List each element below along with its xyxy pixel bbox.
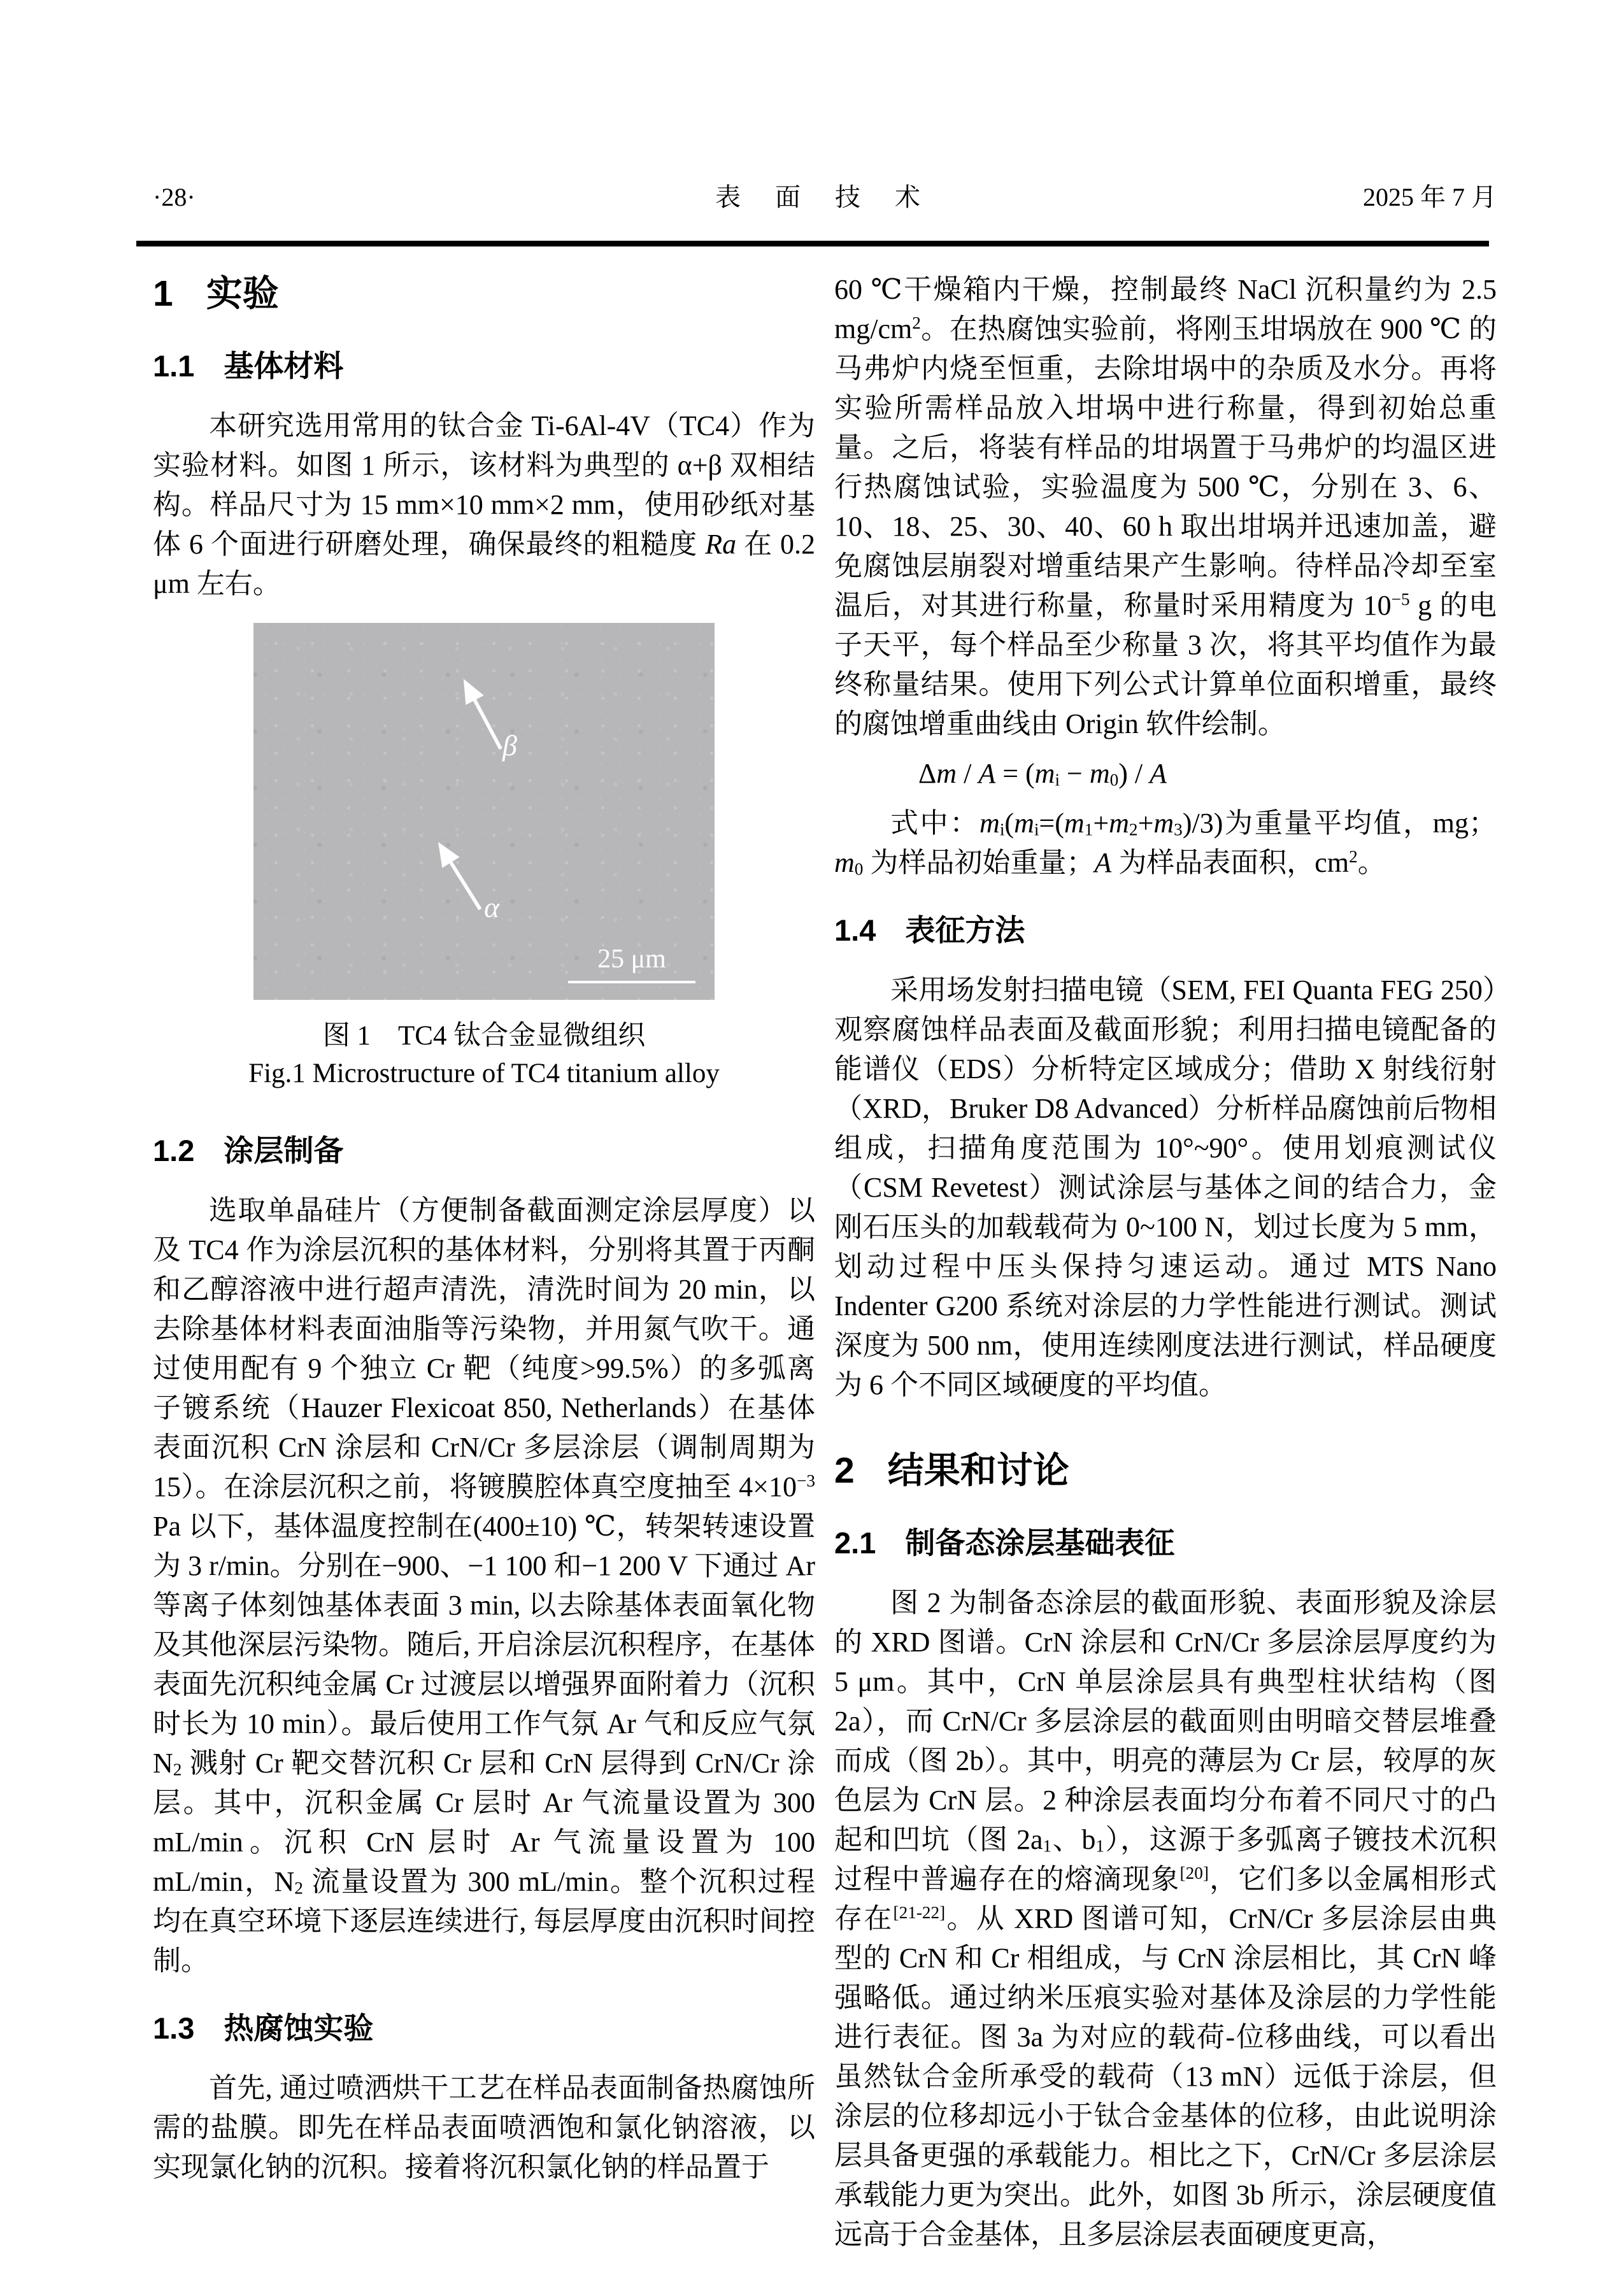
section-heading-2-1	[834, 1526, 1497, 1560]
issue-date: 2025 年 7 月	[1363, 183, 1497, 211]
section-title: 制备态涂层基础表征	[905, 1525, 1175, 1560]
left-column	[153, 270, 815, 2255]
paragraph-formula-note: 式中：$m_i(m_i=(m_1+m_2+m_3)/3)$为重量平均值，mg；$m_0$ 为样品初始重量；A 为样品表面积，$cm^2$。	[834, 808, 1497, 879]
section-title: 热腐蚀实验	[224, 2011, 374, 2045]
figure-caption-zh: 图 1 TC4 钛合金显微组织	[322, 1020, 646, 1051]
scale-bar-line	[568, 981, 695, 983]
figure-caption-en: Fig.1 Microstructure of TC4 titanium alloy	[248, 1058, 720, 1088]
scale-bar-label: 25 μm	[597, 944, 666, 974]
section-heading-1-3	[153, 2011, 815, 2046]
alpha-phase-label: α	[484, 891, 500, 924]
paragraph-substrate-material: 本研究选用常用的钛合金 Ti-6Al-4V（TC4）作为实验材料。如图 1 所示，该材料为典型的 α+β 双相结构。样品尺寸为 15 mm×10 mm×2 mm，使用砂纸对基体 6 个面进行研磨处理，确保最终的粗糙度 Ra 在 0.2 μm 左右。	[153, 410, 816, 599]
two-column-body	[153, 270, 1497, 2255]
section-title: 涂层制备	[224, 1133, 344, 1167]
section-number: 1.4	[834, 913, 876, 947]
page-header	[153, 177, 1497, 213]
section-heading-1	[153, 274, 815, 315]
paragraph-as-deposited-results: 图 2 为制备态涂层的截面形貌、表面形貌及涂层的 XRD 图谱。CrN 涂层和 CrN/Cr 多层涂层厚度约为 5 μm。其中，CrN 单层涂层具有典型柱状结构（图 2a），而 CrN/Cr 多层涂层的截面则由明暗交替层堆叠而成（图 2b）。其中，明亮的薄层为 Cr 层，较厚的灰色层为 CrN 层。2 种涂层表面均分布着不同尺寸的凸起和凹坑（图 $2a_1$、$b_1$），这源于多弧离子镀技术沉积过程中普遍存在的熔滴现象[20]，它们多以金属相形式存在[21-22]。从 XRD 图谱可知，CrN/Cr 多层涂层由典型的 CrN 和 Cr 相组成，与 CrN 涂层相比，其 CrN 峰强略低。通过纳米压痕实验对基体及涂层的力学性能进行表征。图 3a 为对应的载荷-位移曲线，可以看出虽然钛合金所承受的载荷（13 mN）远低于涂层，但涂层的位移却远小于钛合金基体的位移，由此说明涂层具备更强的承载能力。相比之下，CrN/Cr 多层涂层承载能力更为突出。此外，如图 3b 所示，涂层硬度值远高于合金基体，且多层涂层表面硬度更高，	[834, 1586, 1497, 2250]
right-column	[834, 270, 1497, 2255]
section-number: 1	[153, 273, 173, 314]
paragraph-coating-preparation: 选取单晶硅片（方便制备截面测定涂层厚度）以及 TC4 作为涂层沉积的基体材料，分别将其置于丙酮和乙醇溶液中进行超声清洗，清洗时间为 20 min，以去除基体材料表面油脂等污染物，并用氮气吹干。通过使用配有 9 个独立 Cr 靶（纯度>99.5%）的多弧离子镀系统（Hauzer Flexicoat 850, Netherlands）在基体表面沉积 CrN 涂层和 CrN/Cr 多层涂层（调制周期为 15）。在涂层沉积之前，将镀膜腔体真空度抽至 $4\times 10^{-3}$ Pa 以下，基体温度控制在(400±10) ℃，转架转速设置为 3 r/min。分别在−900、−1 100 和−1 200 V 下通过 Ar 等离子体刻蚀基体表面 3 min, 以去除基体表面氧化物及其他深层污染物。随后, 开启涂层沉积程序，在基体表面先沉积纯金属 Cr 过渡层以增强界面附着力（沉积时长为 10 min）。最后使用工作气氛 Ar 气和反应气氛 $N_2$ 溅射 Cr 靶交替沉积 Cr 层和 CrN 层得到 CrN/Cr 涂层。其中，沉积金属 Cr 层时 Ar 气流量设置为 300 mL/min。沉积 CrN 层时 Ar 气流量设置为 100 mL/min，$N_2$ 流量设置为 300 mL/min。整个沉积过程均在真空环境下逐层连续进行, 每层厚度由沉积时间控制。	[153, 1194, 815, 1976]
section-title: 表征方法	[905, 913, 1025, 947]
section-title: 结果和讨论	[887, 1450, 1069, 1492]
weight-gain-formula: $\Delta m / A = (m_i - m_0) / A$	[918, 758, 1167, 790]
paragraph-hot-corrosion: 首先, 通过喷洒烘干工艺在样品表面制备热腐蚀所需的盐膜。即先在样品表面喷洒饱和氯化钠溶液，以实现氯化钠的沉积。接着将沉积氯化钠的样品置于	[153, 2072, 815, 2183]
sem-image	[253, 623, 715, 1000]
section-number: 2	[834, 1450, 855, 1492]
section-number: 1.2	[153, 1133, 195, 1167]
section-number: 1.3	[153, 2011, 195, 2045]
section-title: 基体材料	[224, 348, 344, 383]
section-heading-1-4	[834, 913, 1497, 948]
section-title: 实验	[206, 273, 279, 314]
paragraph-characterization: 采用场发射扫描电镜（SEM, FEI Quanta FEG 250）观察腐蚀样品表面及截面形貌；利用扫描电镜配备的能谱仪（EDS）分析特定区域成分；借助 X 射线衍射（XRD，Bruker D8 Advanced）分析样品腐蚀前后物相组成，扫描角度范围为 10°~90°。使用划痕测试仪（CSM Revetest）测试涂层与基体之间的结合力，金刚石压头的加载载荷为 0~100 N，划过长度为 5 mm，划动过程中压头保持匀速运动。通过 MTS Nano Indenter G200 系统对涂层的力学性能进行测试。测试深度为 500 nm，使用连续刚度法进行测试，样品硬度为 6 个不同区域硬度的平均值。	[834, 974, 1497, 1401]
section-number: 2.1	[834, 1525, 876, 1560]
section-heading-1-2	[153, 1134, 815, 1168]
section-number: 1.1	[153, 348, 195, 383]
section-heading-2	[834, 1451, 1497, 1492]
beta-phase-label: β	[502, 729, 517, 762]
page-number: ·28·	[153, 183, 196, 211]
section-heading-1-1	[153, 349, 815, 383]
paragraph-drying-weighing: 60 ℃干燥箱内干燥，控制最终 NaCl 沉积量约为 2.5 $mg/cm^2$。在热腐蚀实验前，将刚玉坩埚放在 900 ℃ 的马弗炉内烧至恒重，去除坩埚中的杂质及水分。再将实验所需样品放入坩埚中进行称量，得到初始总重量。之后，将装有样品的坩埚置于马弗炉的均温区进行热腐蚀试验，实验温度为 500 ℃，分别在 3、6、10、18、25、30、40、60 h 取出坩埚并迅速加盖，避免腐蚀层崩裂对增重结果产生影响。待样品冷却至室温后，对其进行称量，称量时采用精度为 $10^{-5}$ g 的电子天平，每个样品至少称量 3 次，将其平均值作为最终称量结果。使用下列公式计算单位面积增重，最终的腐蚀增重曲线由 Origin 软件绘制。	[834, 274, 1497, 739]
figure-1	[153, 623, 815, 1089]
scale-bar	[568, 944, 695, 983]
journal-title: 表 面 技 术	[715, 183, 934, 211]
header-rule	[136, 241, 1489, 246]
